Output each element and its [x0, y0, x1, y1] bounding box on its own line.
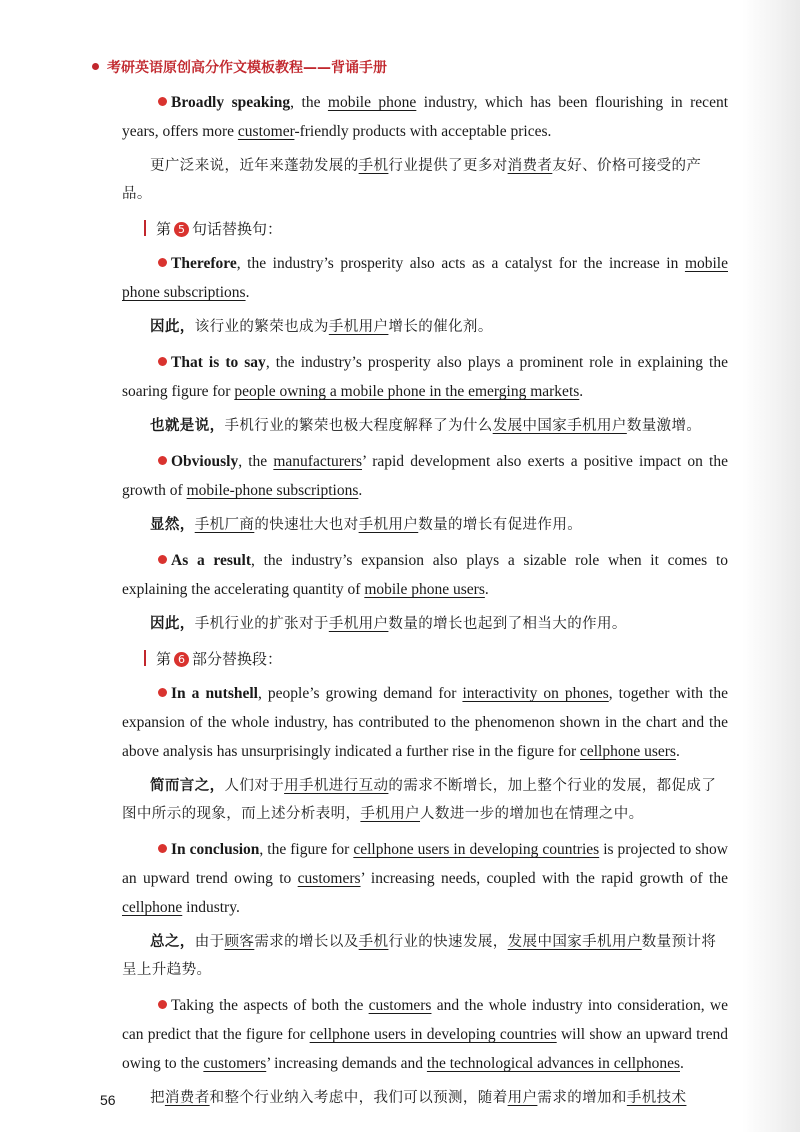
sentence-en-2: Therefore, the industry’s prosperity also acts as a catalyst for the increase in mobile phone subscriptions. — [122, 255, 728, 301]
paragraph-zh-6: 简而言之，人们对于用手机进行互动的需求不断增长，加上整个行业的发展，都促成了图中所示的现象，而上述分析表明，手机用户人数进一步的增加也在情理之中。 — [122, 778, 717, 822]
section-heading-5: 第 5 句话替换句： — [144, 215, 728, 243]
paragraph-en-6: In a nutshell, people’s growing demand for interactivity on phones, together with the expansion of the whole industry, has contributed to the phenomenon shown in the chart and the above analysis has unsurprisingly indicated a further rise in the figure for cellphone users. — [122, 685, 728, 760]
page-number: 56 — [100, 1092, 116, 1108]
running-header — [92, 57, 387, 77]
sentence-zh-2: 因此，该行业的繁荣也成为手机用户增长的催化剂。 — [150, 319, 493, 335]
sentence-en-1: Broadly speaking, the mobile phone industry, which has been flourishing in recent years, offers more customer-friendly products with acceptable prices. — [122, 94, 729, 140]
bullet-icon — [158, 357, 167, 366]
bullet-icon — [158, 1000, 167, 1009]
bullet-icon — [158, 555, 167, 564]
section-number-badge: 5 — [174, 222, 189, 237]
sentence-zh-1: 更广泛来说，近年来蓬勃发展的手机行业提供了更多对消费者友好、价格可接受的产品。 — [122, 158, 702, 202]
sentence-zh-5: 因此，手机行业的扩张对于手机用户数量的增长也起到了相当大的作用。 — [150, 616, 627, 632]
sentence-zh-4: 显然，手机厂商的快速壮大也对手机用户数量的增长有促进作用。 — [150, 517, 583, 533]
page-edge-shadow — [742, 0, 800, 1132]
sentence-en-5: As a result, the industry’s expansion also plays a sizable role when it comes to explaining the accelerating quantity of mobile phone users. — [122, 552, 728, 598]
sentence-en-4: Obviously, the manufacturers’ rapid development also exerts a positive impact on the growth of mobile-phone subscriptions. — [122, 453, 728, 499]
paragraph-en-7: In conclusion, the figure for cellphone users in developing countries is projected to show an upward trend owing to customers’ increasing needs, coupled with the rapid growth of the cellphone industry. — [122, 841, 728, 916]
paragraph-zh-7: 总之，由于顾客需求的增长以及手机行业的快速发展，发展中国家手机用户数量预计将呈上升趋势。 — [122, 934, 717, 978]
heading-bar-icon — [144, 220, 146, 236]
header-bullet-icon — [92, 63, 99, 70]
header-title: 考研英语原创高分作文模板教程——背诵手册 — [107, 60, 387, 76]
bullet-icon — [158, 844, 167, 853]
paragraph-en-8: Taking the aspects of both the customers and the whole industry into consideration, we can predict that the figure for cellphone users in developing countries will show an upward trend owing to the customers’ increasing demands and the technological advances in cellphones. — [122, 997, 728, 1072]
bullet-icon — [158, 258, 167, 267]
section-number-badge: 6 — [174, 652, 189, 667]
sentence-zh-3: 也就是说，手机行业的繁荣也极大程度解释了为什么发展中国家手机用户数量激增。 — [150, 418, 702, 434]
bullet-icon — [158, 456, 167, 465]
sentence-en-3: That is to say, the industry’s prosperity also plays a prominent role in explaining the soaring figure for people owning a mobile phone in the emerging markets. — [122, 354, 728, 400]
heading-bar-icon — [144, 650, 146, 666]
paragraph-zh-8: 把消费者和整个行业纳入考虑中，我们可以预测，随着用户需求的增加和手机技术 — [150, 1090, 687, 1106]
bullet-icon — [158, 688, 167, 697]
bullet-icon — [158, 97, 167, 106]
page-content — [122, 88, 728, 1119]
section-heading-6: 第 6 部分替换段： — [144, 645, 728, 673]
